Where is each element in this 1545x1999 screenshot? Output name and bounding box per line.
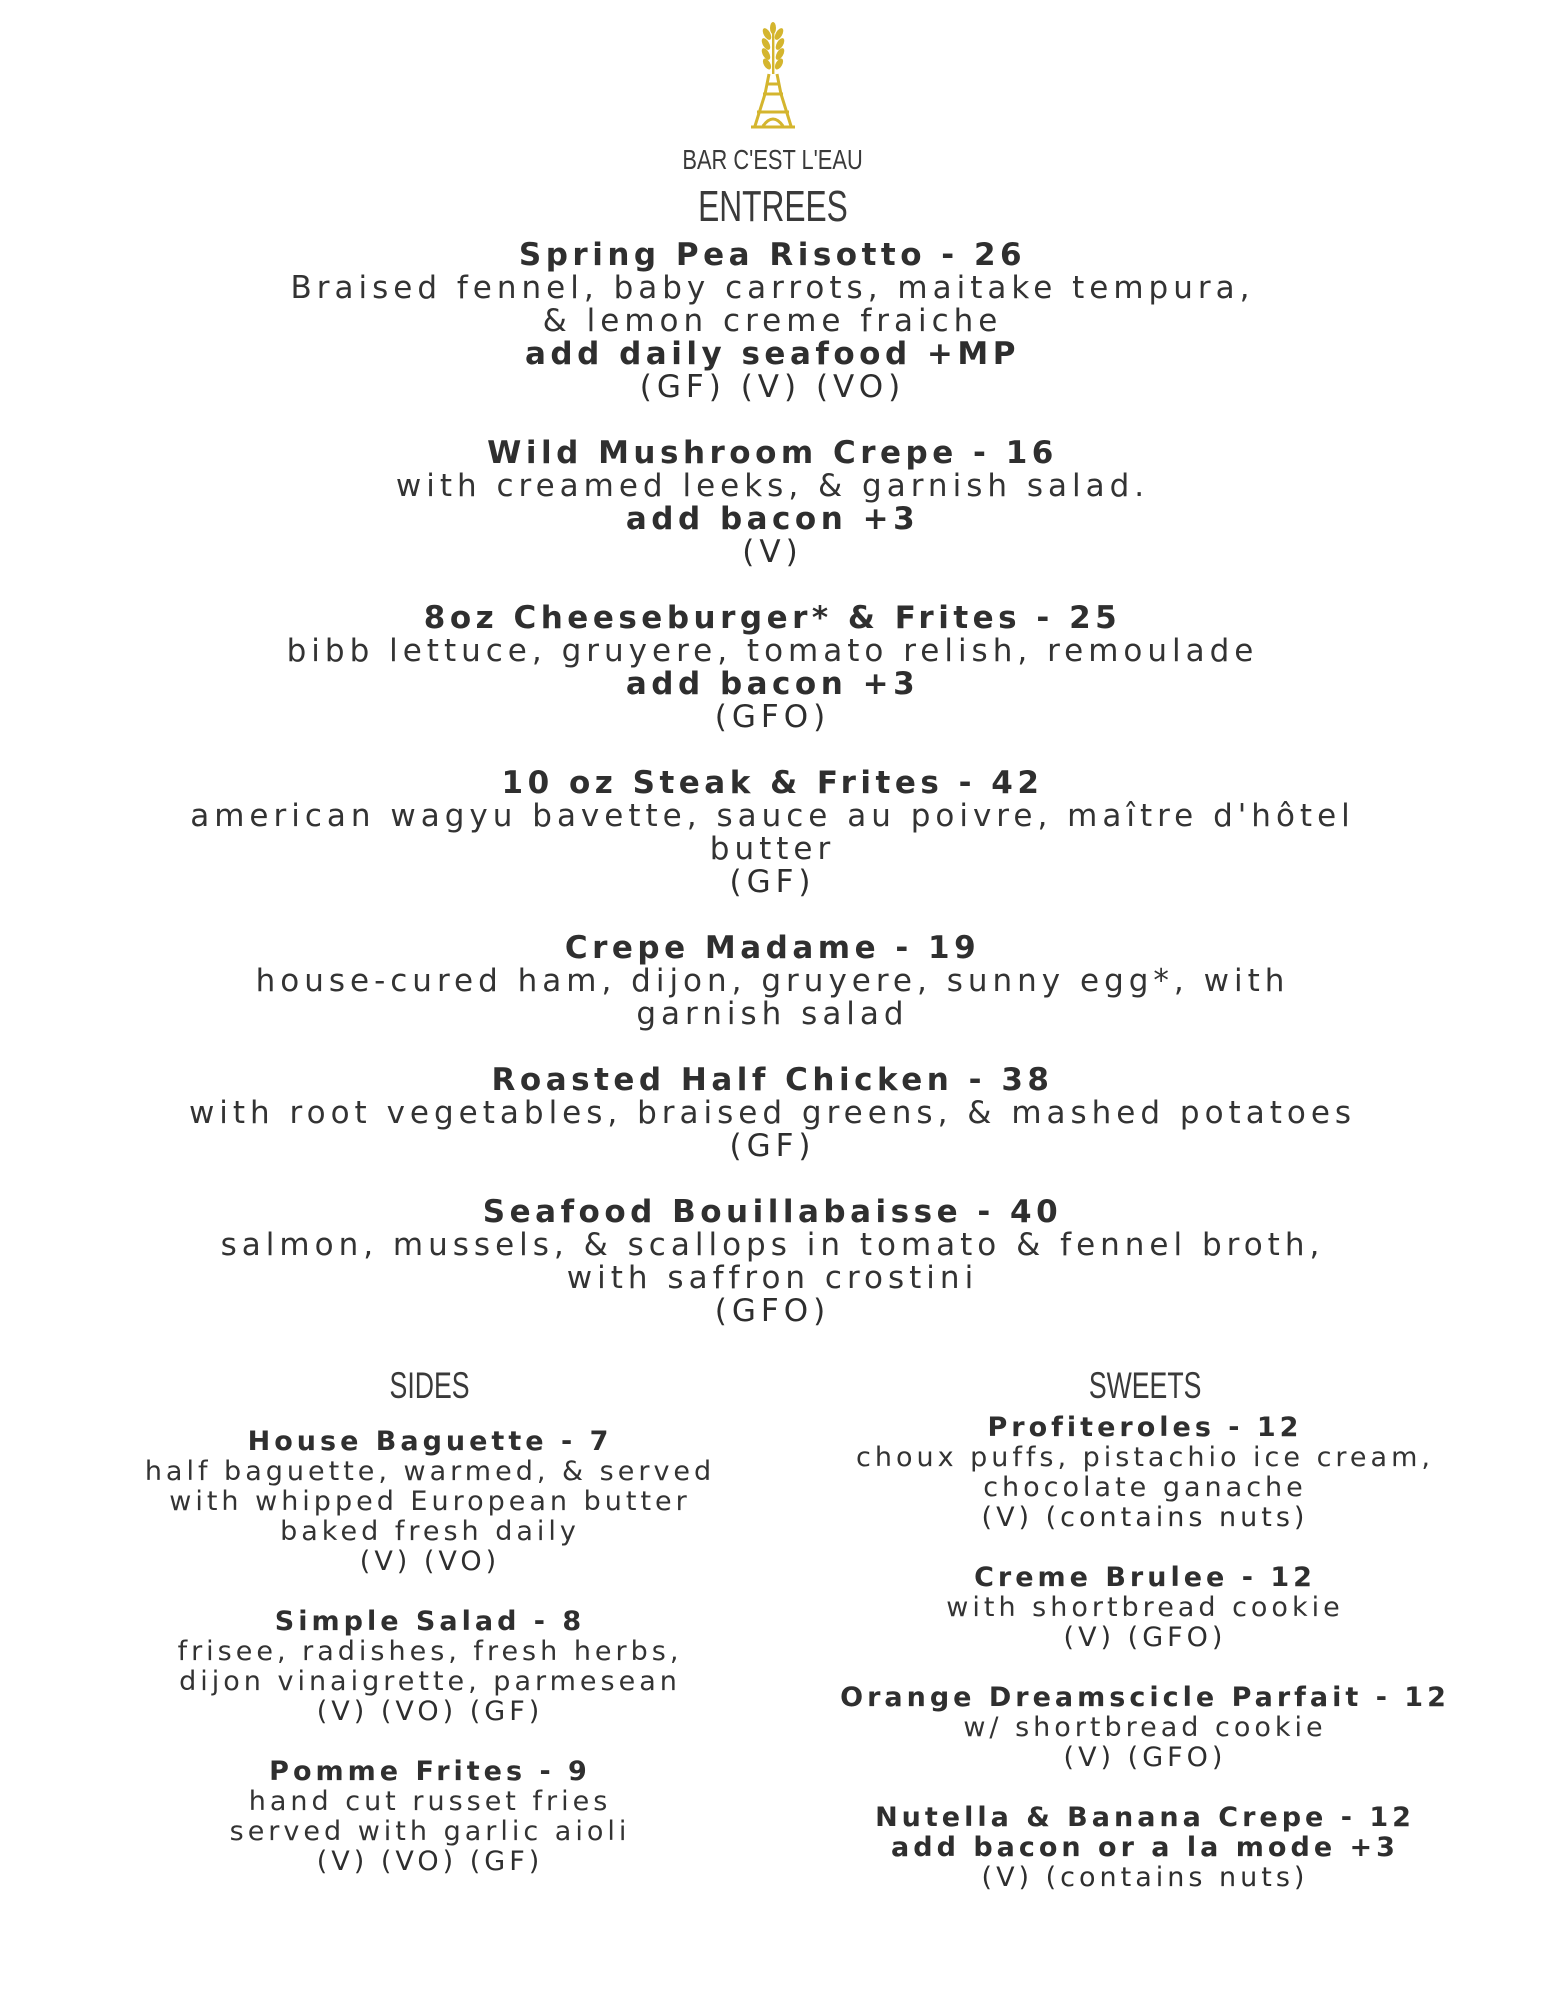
restaurant-name: BAR C'EST L'EAU xyxy=(682,144,863,175)
item-addon: add bacon +3 xyxy=(625,501,920,537)
item-description: with shortbread cookie xyxy=(946,1592,1344,1623)
menu-item xyxy=(815,1413,1475,1533)
item-dietary-tags: (GF) (V) (VO) xyxy=(639,369,906,405)
item-description: with creamed leeks, & garnish salad. xyxy=(395,468,1150,504)
item-name: House Baguette - 7 xyxy=(247,1426,613,1457)
item-description: american wagyu bavette, sauce au poivre, maître d'hôtel xyxy=(190,798,1355,834)
sweets-section xyxy=(815,1365,1475,1923)
item-description: hand cut russet fries xyxy=(248,1786,612,1817)
item-name: Creme Brulee - 12 xyxy=(974,1562,1316,1593)
menu-item xyxy=(815,1563,1475,1653)
item-description: Braised fennel, baby carrots, maitake tempura, xyxy=(290,270,1255,306)
item-dietary-tags: (V) (VO) xyxy=(359,1546,501,1577)
menu-item xyxy=(120,1427,740,1577)
item-addon: add bacon or a la mode +3 xyxy=(891,1832,1399,1863)
entrees-list xyxy=(60,238,1485,1328)
item-description: house-cured ham, dijon, gruyere, sunny egg*, with xyxy=(255,963,1290,999)
item-name: Crepe Madame - 19 xyxy=(564,930,981,966)
item-dietary-tags: (V) xyxy=(742,534,803,570)
item-name: Seafood Bouillabaisse - 40 xyxy=(482,1194,1063,1230)
item-dietary-tags: (V) (VO) (GF) xyxy=(316,1696,544,1727)
sides-section xyxy=(120,1365,740,1907)
item-description: frisee, radishes, fresh herbs, xyxy=(177,1636,683,1667)
item-dietary-tags: (GFO) xyxy=(714,699,831,735)
menu-item xyxy=(60,601,1485,734)
item-description: with root vegetables, braised greens, & mashed potatoes xyxy=(188,1095,1357,1131)
item-description: with whipped European butter xyxy=(169,1486,691,1517)
item-description: half baguette, warmed, & served xyxy=(144,1456,716,1487)
item-dietary-tags: (GF) xyxy=(729,864,816,900)
item-name: Nutella & Banana Crepe - 12 xyxy=(875,1802,1415,1833)
item-dietary-tags: (V) (GFO) xyxy=(1063,1622,1227,1653)
item-description: chocolate ganache xyxy=(983,1472,1307,1503)
item-description: salmon, mussels, & scallops in tomato & fennel broth, xyxy=(220,1227,1325,1263)
menu-item xyxy=(60,1195,1485,1328)
item-name: Spring Pea Risotto - 26 xyxy=(518,237,1027,273)
entrees-heading xyxy=(0,182,1545,232)
menu-item xyxy=(120,1607,740,1727)
menu-item xyxy=(120,1757,740,1877)
item-name: Profiteroles - 12 xyxy=(987,1412,1303,1443)
item-name: Simple Salad - 8 xyxy=(274,1606,586,1637)
item-name: Orange Dreamscicle Parfait - 12 xyxy=(840,1682,1450,1713)
item-description: garnish salad xyxy=(636,996,909,1032)
item-description: & lemon creme fraiche xyxy=(542,303,1003,339)
item-dietary-tags: (GF) xyxy=(729,1128,816,1164)
sweets-title: SWEETS xyxy=(1088,1365,1202,1406)
menu-item xyxy=(60,766,1485,899)
item-dietary-tags: (V) (contains nuts) xyxy=(981,1862,1309,1893)
eiffel-tower-wheat-icon xyxy=(743,22,803,130)
sweets-heading xyxy=(815,1365,1475,1407)
sides-title: SIDES xyxy=(390,1365,470,1406)
menu-item xyxy=(60,238,1485,404)
item-name: 10 oz Steak & Frites - 42 xyxy=(501,765,1044,801)
item-dietary-tags: (V) (GFO) xyxy=(1063,1742,1227,1773)
item-dietary-tags: (V) (VO) (GF) xyxy=(316,1846,544,1877)
item-name: 8oz Cheeseburger* & Frites - 25 xyxy=(423,600,1122,636)
menu-item xyxy=(60,436,1485,569)
sides-heading xyxy=(120,1365,740,1407)
item-addon: add daily seafood +MP xyxy=(525,336,1020,372)
menu-item xyxy=(815,1803,1475,1893)
item-addon: add bacon +3 xyxy=(625,666,920,702)
item-description: dijon vinaigrette, parmesean xyxy=(179,1666,681,1697)
menu-item xyxy=(60,1063,1485,1163)
item-dietary-tags: (V) (contains nuts) xyxy=(981,1502,1309,1533)
item-description: bibb lettuce, gruyere, tomato relish, remoulade xyxy=(286,633,1259,669)
item-description: w/ shortbread cookie xyxy=(963,1712,1327,1743)
item-description: choux puffs, pistachio ice cream, xyxy=(856,1442,1434,1473)
menu-item xyxy=(815,1683,1475,1773)
item-name: Wild Mushroom Crepe - 16 xyxy=(487,435,1058,471)
item-dietary-tags: (GFO) xyxy=(714,1293,831,1329)
menu-item xyxy=(60,931,1485,1031)
item-description: baked fresh daily xyxy=(280,1516,580,1547)
entrees-title: ENTREES xyxy=(697,182,848,231)
item-description: butter xyxy=(709,831,836,867)
restaurant-logo xyxy=(0,22,1545,176)
item-name: Roasted Half Chicken - 38 xyxy=(491,1062,1054,1098)
item-description: with saffron crostini xyxy=(566,1260,979,1296)
item-name: Pomme Frites - 9 xyxy=(269,1756,591,1787)
item-description: served with garlic aioli xyxy=(229,1816,631,1847)
